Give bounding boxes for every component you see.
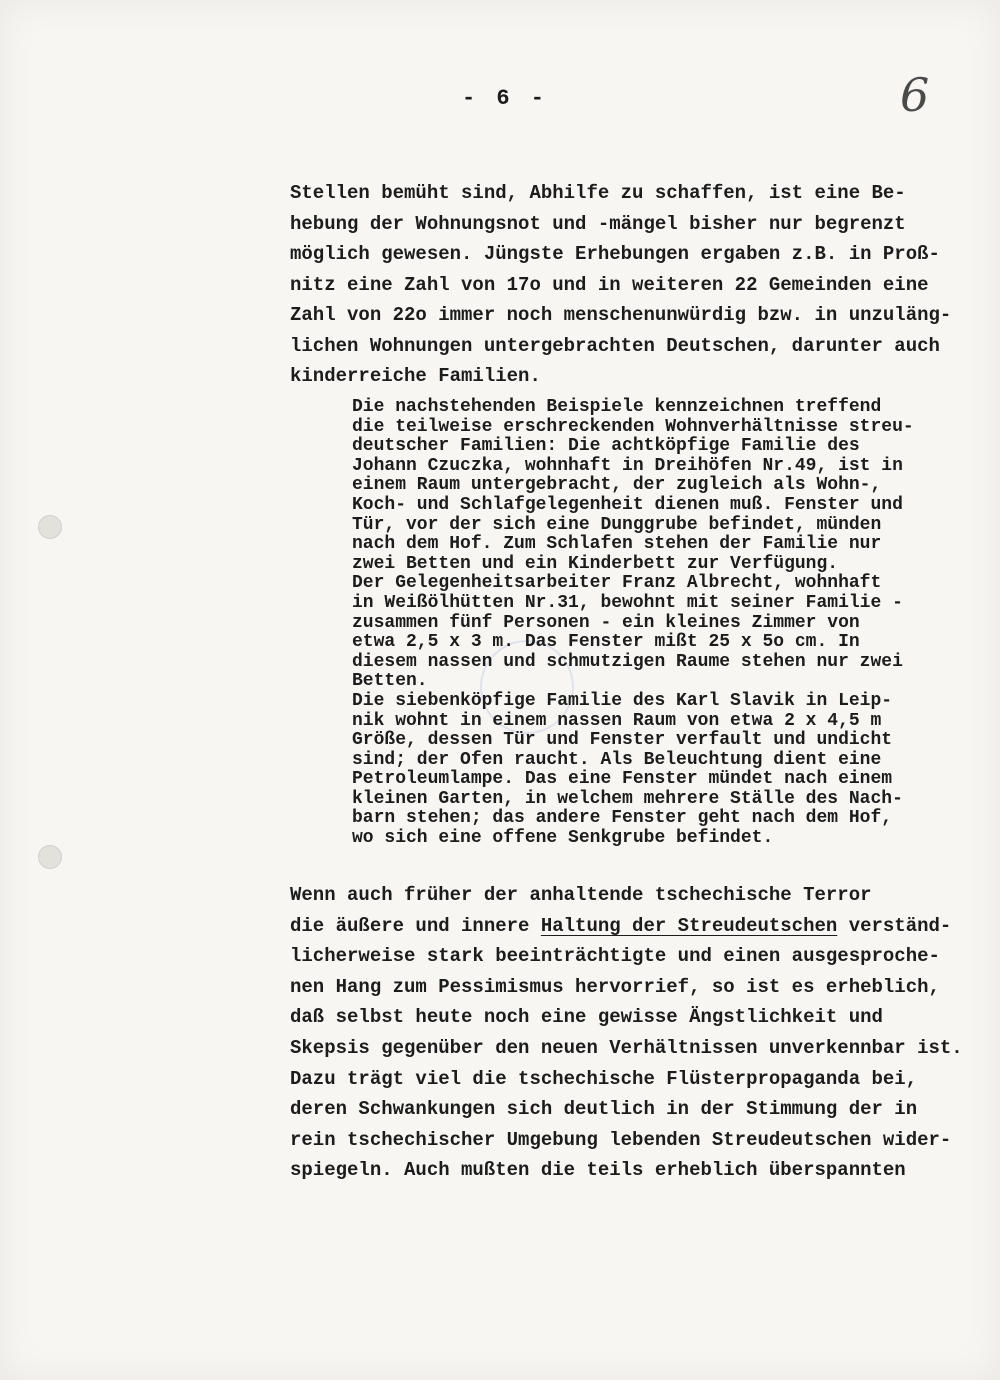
text-line: Koch- und Schlafgelegenheit dienen muß. Fenster und [352, 494, 903, 515]
text-line: wo sich eine offene Senkgrube befindet. [352, 828, 774, 849]
text-line: Petroleumlampe. Das eine Fenster mündet nach einem [352, 769, 893, 790]
punch-hole [38, 515, 62, 539]
text-line: Dazu trägt viel die tschechische Flüsterpropaganda bei, [290, 1067, 918, 1090]
text-line: licherweise stark beeinträchtigte und einen ausgesproche- [290, 945, 940, 968]
text-line: kleinen Garten, in welchem mehrere Ställe des Nach- [352, 788, 903, 809]
text-line: deutscher Familien: Die achtköpfige Familie des [352, 436, 860, 457]
text-line: kinderreiche Familien. [290, 365, 541, 387]
text-line: rein tschechischer Umgebung lebenden Streudeutschen wider- [290, 1128, 952, 1151]
text-line: Der Gelegenheitsarbeiter Franz Albrecht, wohnhaft [352, 573, 882, 594]
text-line: sind; der Ofen raucht. Als Beleuchtung dient eine [352, 749, 882, 770]
text-line: Stellen bemüht sind, Abhilfe zu schaffen, ist eine Be- [290, 182, 906, 204]
text-line [290, 911, 963, 942]
text-line: Zahl von 22o immer noch menschenunwürdig bzw. in unzuläng- [290, 304, 952, 326]
punch-hole [38, 845, 62, 869]
text-line: nik wohnt in einem nassen Raum von etwa 2 x 4,5 m [352, 710, 882, 731]
text-line: einem Raum untergebracht, der zugleich als Wohn-, [352, 475, 882, 496]
text-line: Skepsis gegenüber den neuen Verhältnissen unverkennbar ist. [290, 1036, 963, 1059]
paragraph-3 [290, 880, 963, 1186]
paragraph-1 [290, 178, 951, 392]
underlined-phrase: Haltung der Streudeutschen [540, 914, 838, 937]
text-line: daß selbst heute noch eine gewisse Ängstlichkeit und [290, 1006, 883, 1029]
text-line: diesem nassen und schmutzigen Raume stehen nur zwei [352, 651, 903, 672]
text-line: nen Hang zum Pessimismus hervorrief, so ist es erheblich, [290, 975, 940, 998]
text-line: zusammen fünf Personen - ein kleines Zimmer von [352, 612, 860, 633]
page-number: - 6 - [462, 86, 549, 111]
text-line: etwa 2,5 x 3 m. Das Fenster mißt 25 x 5o cm. In [352, 632, 860, 653]
text-line: spiegeln. Auch mußten die teils erheblich überspannten [290, 1159, 906, 1182]
text-line: nach dem Hof. Zum Schlafen stehen der Familie nur [352, 534, 882, 555]
text-line: die teilweise erschreckenden Wohnverhältnisse streu- [352, 416, 914, 437]
text-segment: die äußere und innere [290, 914, 541, 937]
handwritten-page-number: 6 [900, 68, 930, 122]
text-line: Johann Czuczka, wohnhaft in Dreihöfen Nr.49, ist in [352, 455, 903, 476]
text-line: Größe, dessen Tür und Fenster verfault und undicht [352, 730, 893, 751]
text-line: zwei Betten und ein Kinderbett zur Verfügung. [352, 553, 839, 574]
text-line: möglich gewesen. Jüngste Erhebungen ergaben z.B. in Proß- [290, 243, 940, 265]
text-line: Die siebenköpfige Familie des Karl Slavik in Leip- [352, 690, 893, 711]
text-line: lichen Wohnungen untergebrachten Deutschen, darunter auch [290, 334, 940, 357]
text-line: nitz eine Zahl von 17o und in weiteren 22 Gemeinden eine [290, 273, 929, 296]
text-line: in Weißölhütten Nr.31, bewohnt mit seiner Familie - [352, 592, 903, 613]
text-line: barn stehen; das andere Fenster geht nach dem Hof, [352, 808, 893, 829]
text-segment: verständ- [837, 914, 952, 937]
paragraph-2-examples [352, 398, 914, 849]
text-line: Betten. [352, 671, 428, 692]
text-line: Tür, vor der sich eine Dunggrube befindet, münden [352, 514, 882, 535]
text-line: Wenn auch früher der anhaltende tschechische Terror [290, 884, 872, 906]
text-line: Die nachstehenden Beispiele kennzeichnen treffend [352, 397, 882, 417]
text-line: deren Schwankungen sich deutlich in der Stimmung der in [290, 1098, 918, 1121]
text-line: hebung der Wohnungsnot und -mängel bisher nur begrenzt [290, 212, 906, 235]
